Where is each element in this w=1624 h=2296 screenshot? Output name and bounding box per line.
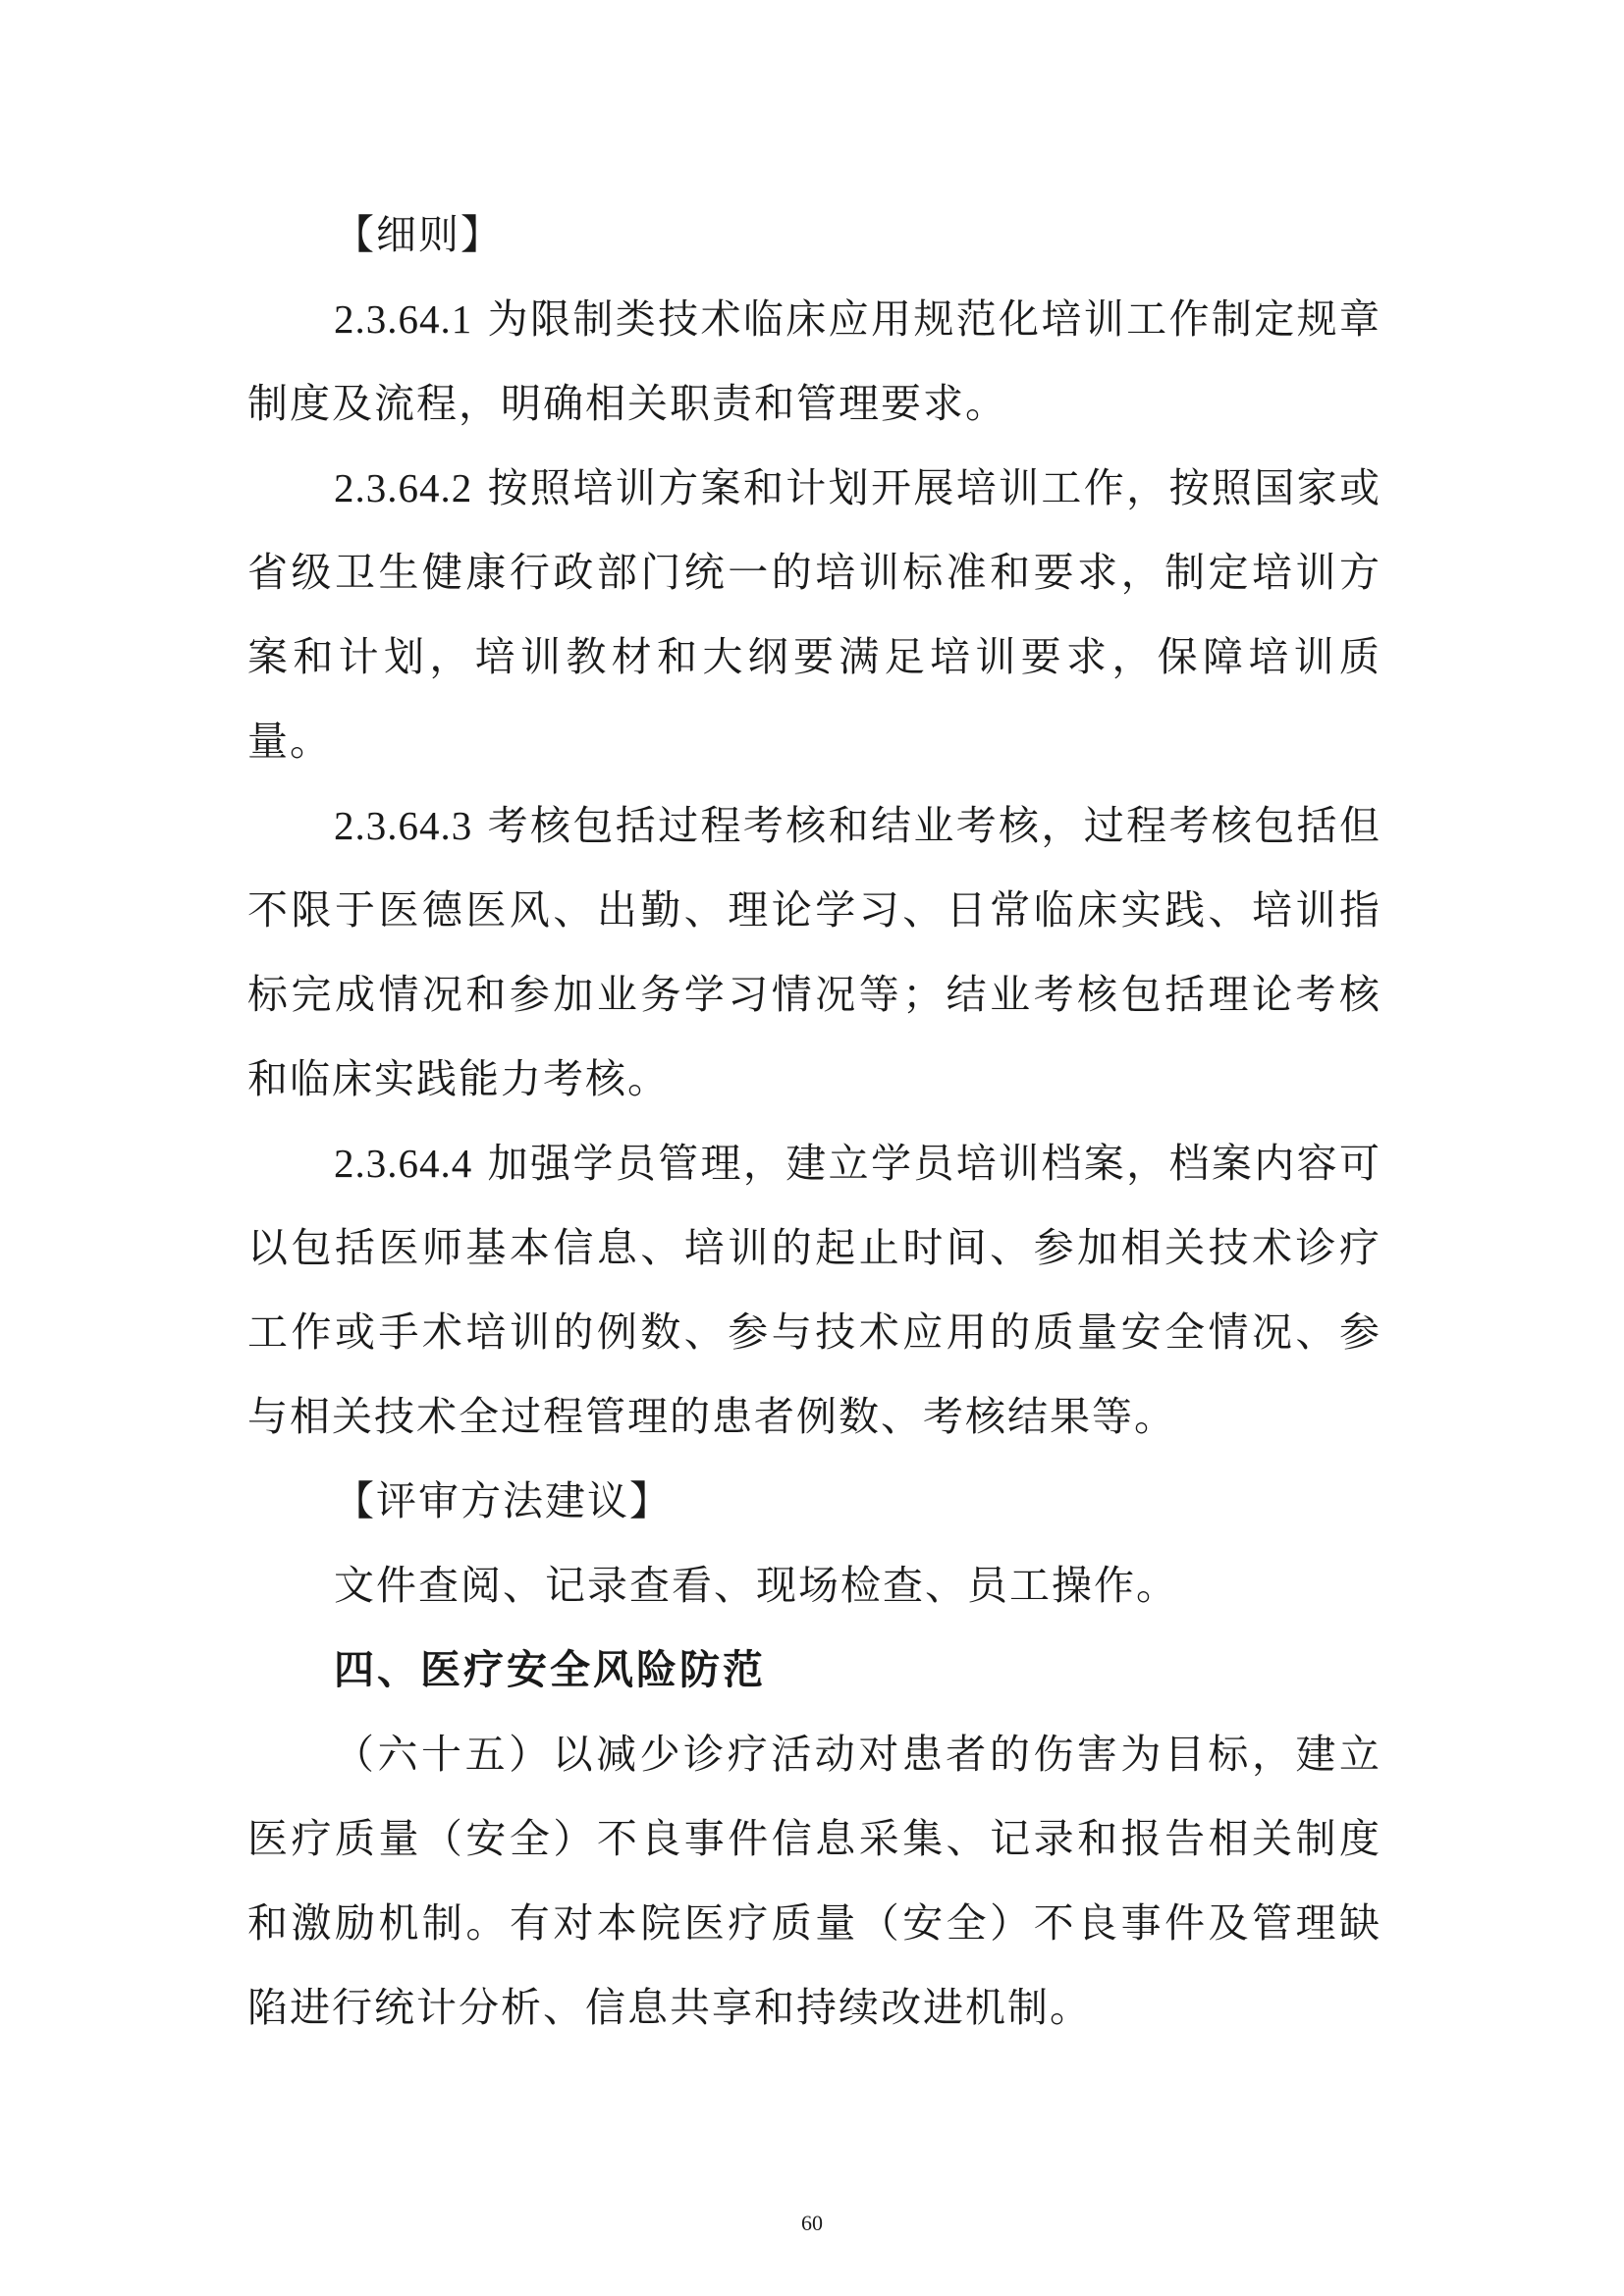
item-text: 按照培训方案和计划开展培训工作，按照国家或省级卫生健康行政部门统一的培训标准和要求，制定培训方案和计划，培训教材和大纲要满足培训要求，保障培训质量。: [247, 464, 1381, 765]
item-2-3-64-2: [247, 446, 1381, 783]
review-method-label: 【评审方法建议】: [334, 1477, 672, 1524]
detail-rules-label: 【细则】: [334, 211, 503, 258]
section-heading: 四、医疗安全风险防范: [334, 1646, 766, 1693]
item-number: 2.3.64.3: [334, 803, 473, 848]
clause-65: （六十五）以减少诊疗活动对患者的伤害为目标，建立医疗质量（安全）不良事件信息采集、记录和报告相关制度和激励机制。有对本院医疗质量（安全）不良事件及管理缺陷进行统计分析、信息共享和持续改进机制。: [247, 1731, 1381, 2031]
review-method-text: 文件查阅、记录查看、现场检查、员工操作。: [334, 1562, 1178, 1609]
item-text: 考核包括过程考核和结业考核，过程考核包括但不限于医德医风、出勤、理论学习、日常临床实践、培训指标完成情况和参加业务学习情况等；结业考核包括理论考核和临床实践能力考核。: [247, 802, 1381, 1102]
document-body: [247, 192, 1381, 2050]
item-number: 2.3.64.2: [334, 465, 473, 510]
item-number: 2.3.64.4: [334, 1141, 473, 1186]
page-number: 60: [801, 2211, 823, 2235]
item-2-3-64-4: [247, 1121, 1381, 1459]
item-text: 加强学员管理，建立学员培训档案，档案内容可以包括医师基本信息、培训的起止时间、参加相关技术诊疗工作或手术培训的例数、参与技术应用的质量安全情况、参与相关技术全过程管理的患者例数、考核结果等。: [247, 1140, 1381, 1440]
item-2-3-64-1: [247, 277, 1381, 446]
item-text: 为限制类技术临床应用规范化培训工作制定规章制度及流程，明确相关职责和管理要求。: [247, 295, 1381, 427]
item-2-3-64-3: [247, 783, 1381, 1121]
item-number: 2.3.64.1: [334, 296, 473, 342]
